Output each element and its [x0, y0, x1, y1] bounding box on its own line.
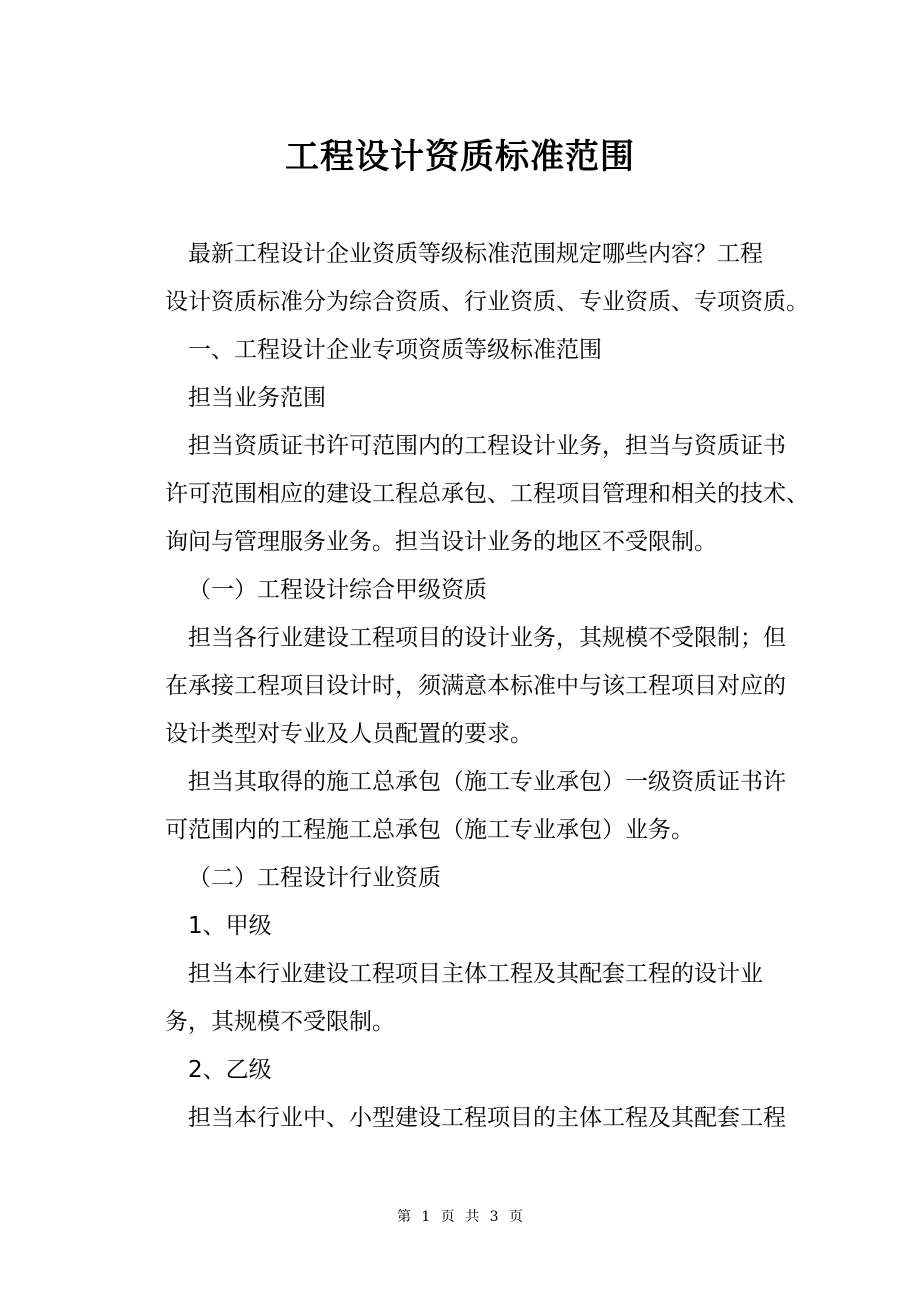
subsection-heading: （一）工程设计综合甲级资质	[188, 577, 487, 603]
paragraph-line: 担当其取得的施工总承包（施工专业承包）一级资质证书许	[188, 769, 786, 795]
list-heading: 2、乙级	[188, 1057, 272, 1083]
subsection-heading: （二）工程设计行业资质	[188, 865, 441, 891]
paragraph-line: 担当本行业建设工程项目主体工程及其配套工程的设计业	[188, 961, 763, 987]
paragraph-line: 许可范围相应的建设工程总承包、工程项目管理和相关的技术、	[165, 481, 809, 507]
paragraph-line: 务，其规模不受限制。	[165, 1009, 395, 1035]
document-body	[165, 230, 809, 1142]
paragraph-line: 设计类型对专业及人员配置的要求。	[165, 721, 533, 747]
paragraph-line: 担当各行业建设工程项目的设计业务，其规模不受限制；但	[188, 625, 786, 651]
paragraph-line: 询问与管理服务业务。担当设计业务的地区不受限制。	[165, 529, 717, 555]
paragraph-line: 担当资质证书许可范围内的工程设计业务，担当与资质证书	[188, 433, 786, 459]
paragraph-line: 在承接工程项目设计时，须满意本标准中与该工程项目对应的	[165, 673, 786, 699]
page-title: 工程设计资质标准范围	[285, 137, 635, 177]
paragraph-line: 最新工程设计企业资质等级标准范围规定哪些内容？工程	[188, 241, 763, 267]
paragraph-line: 担当本行业中、小型建设工程项目的主体工程及其配套工程	[188, 1105, 786, 1131]
section-heading: 一、工程设计企业专项资质等级标准范围	[188, 337, 602, 363]
paragraph-line: 可范围内的工程施工总承包（施工专业承包）业务。	[165, 817, 694, 843]
page-number: 第 1 页 共 3 页	[396, 1209, 524, 1225]
subsection-heading: 担当业务范围	[188, 385, 326, 411]
paragraph-line: 设计资质标准分为综合资质、行业资质、专业资质、专项资质。	[165, 289, 809, 315]
list-heading: 1、甲级	[188, 913, 272, 939]
